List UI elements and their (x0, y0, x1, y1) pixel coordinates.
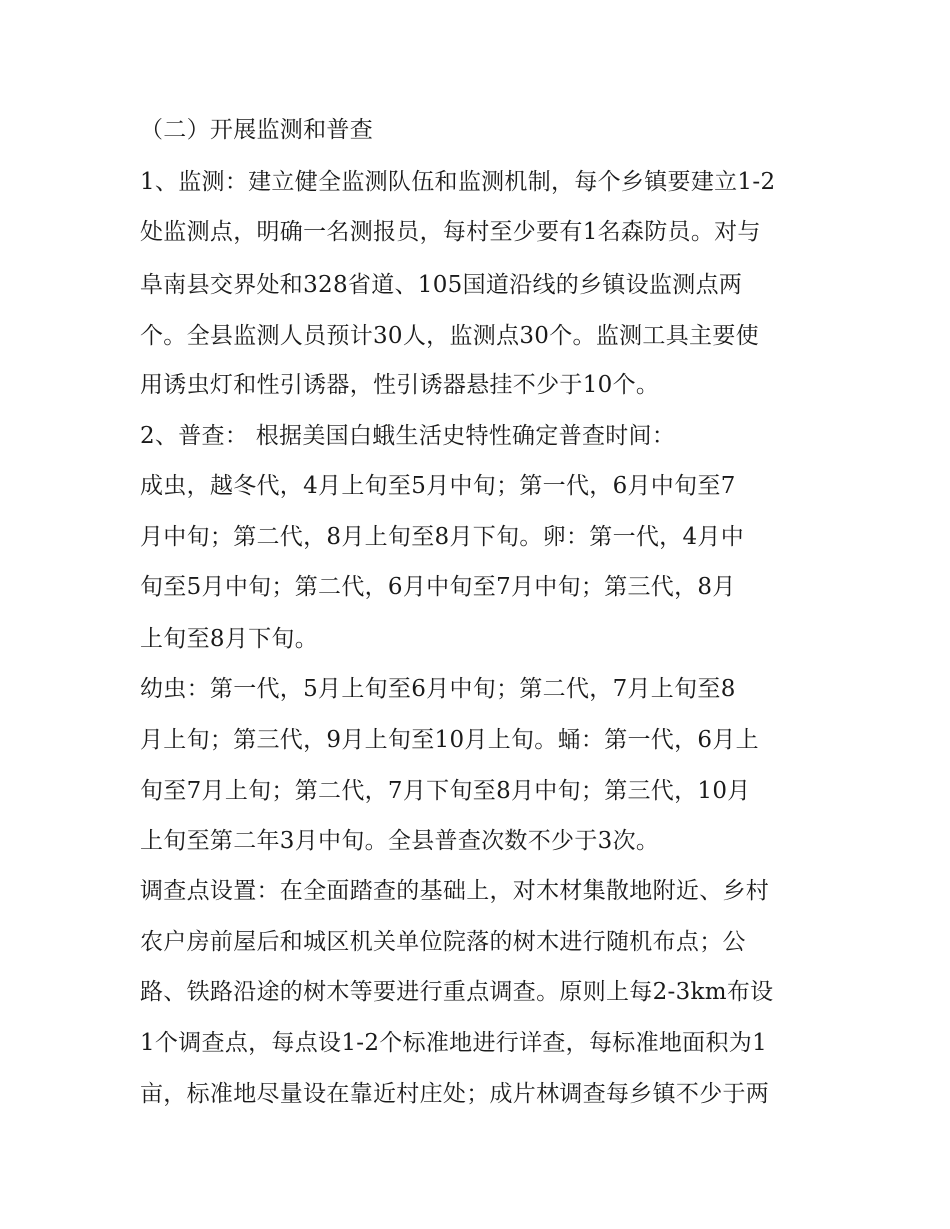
text-line: 亩，标准地尽量设在靠近村庄处；成片林调查每乡镇不少于两 (140, 1081, 770, 1107)
text-line: 1个调查点，每点设1-2个标准地进行详查，每标准地面积为1 (140, 1030, 768, 1056)
section-heading: （二）开展监测和普查 (140, 117, 373, 143)
text-line: 成虫，越冬代，4月上旬至5月中旬；第一代，6月中旬至7 (140, 473, 736, 499)
text-line: 阜南县交界处和328省道、105国道沿线的乡镇设监测点两 (140, 272, 743, 298)
text-line: 调查点设置：在全面踏查的基础上，对木材集散地附近、乡村 (140, 878, 770, 904)
text-line: 旬至7月上旬；第二代，7月下旬至8月中旬；第三代，10月 (140, 778, 751, 804)
text-line: 月上旬；第三代，9月上旬至10月上旬。蛹：第一代，6月上 (140, 727, 759, 753)
text-line: 处监测点，明确一名测报员，每村至少要有1名森防员。对与 (140, 219, 761, 245)
text-line: 上旬至8月下旬。 (140, 626, 319, 652)
text-line: 1、监测：建立健全监测队伍和监测机制，每个乡镇要建立1-2 (140, 169, 776, 195)
text-line: 农户房前屋后和城区机关单位院落的树木进行随机布点；公 (140, 929, 746, 955)
text-line: 个。全县监测人员预计30人，监测点30个。监测工具主要使 (140, 323, 759, 349)
text-line: 用诱虫灯和性引诱器，性引诱器悬挂不少于10个。 (140, 372, 660, 398)
text-line: 上旬至第二年3月中旬。全县普查次数不少于3次。 (140, 828, 660, 854)
text-line: 旬至5月中旬；第二代，6月中旬至7月中旬；第三代，8月 (140, 574, 736, 600)
text-line: 2、普查： 根据美国白蛾生活史特性确定普查时间： (140, 423, 676, 449)
text-line: 路、铁路沿途的树木等要进行重点调查。原则上每2-3km布设 (140, 979, 774, 1005)
text-line: 幼虫：第一代，5月上旬至6月中旬；第二代，7月上旬至8 (140, 676, 736, 702)
text-line: 月中旬；第二代，8月上旬至8月下旬。卵：第一代，4月中 (140, 524, 744, 550)
